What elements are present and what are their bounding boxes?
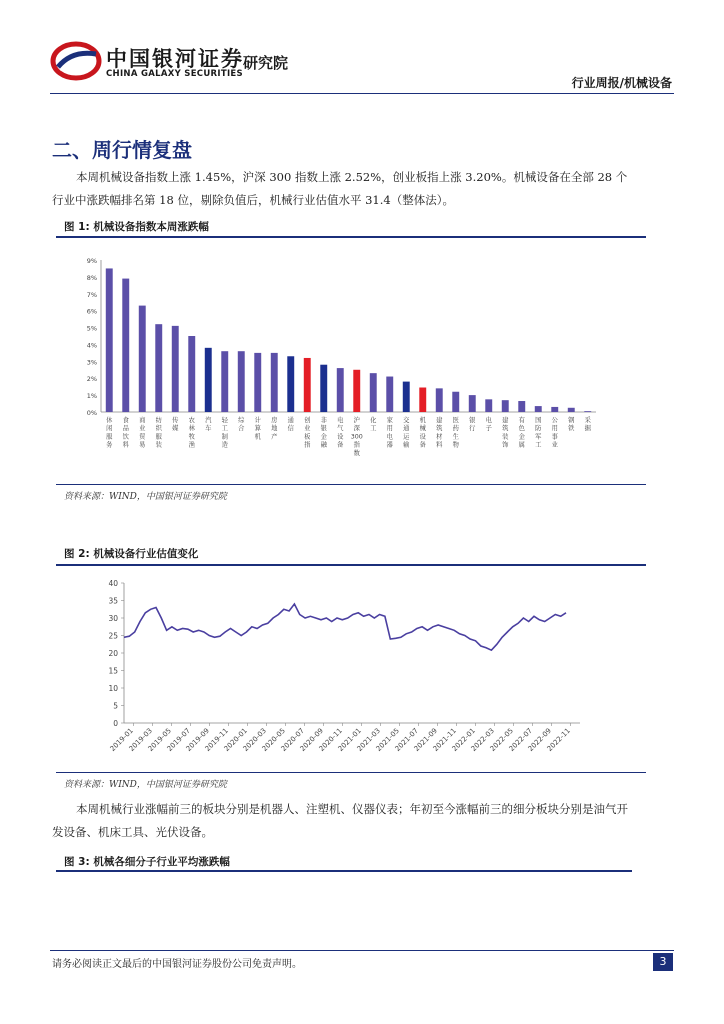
bar	[584, 411, 591, 412]
x-tick-label: 2022-05	[488, 726, 515, 754]
bar	[337, 368, 344, 412]
x-tick-label: 2020-07	[279, 726, 306, 754]
x-tick-label: 2022-03	[469, 726, 496, 754]
bar	[287, 356, 294, 412]
y-tick-label: 20	[108, 649, 118, 658]
figure2-line-chart	[56, 570, 646, 770]
x-tick-label: 2021-03	[355, 726, 382, 754]
bar	[535, 406, 542, 412]
x-tick-label: 2020-01	[222, 726, 249, 754]
x-tick-label: 建筑材料	[436, 417, 443, 449]
x-tick-label: 休闲服务	[106, 417, 113, 449]
x-tick-label: 轻工制造	[221, 417, 228, 449]
bar	[320, 365, 327, 412]
bar	[188, 336, 195, 412]
x-tick-label: 2019-05	[146, 726, 173, 754]
x-tick-label: 家用电器	[386, 417, 393, 449]
bar	[122, 279, 129, 412]
brand-name-en: CHINA GALAXY SECURITIES	[106, 69, 243, 79]
x-tick-label: 2020-11	[317, 726, 344, 754]
y-tick-label: 0%	[86, 409, 97, 417]
y-tick-label: 6%	[86, 307, 97, 316]
x-tick-label: 2021-09	[412, 726, 439, 754]
bar	[370, 373, 377, 412]
x-tick-label: 2020-09	[298, 726, 325, 754]
x-tick-label: 计算机	[254, 417, 261, 441]
x-tick-label: 2022-09	[526, 726, 553, 754]
x-tick-label: 钢铁	[568, 417, 575, 433]
y-tick-label: 40	[108, 579, 118, 588]
x-tick-label: 2022-01	[450, 726, 477, 754]
brand-subtitle: 研究院	[243, 54, 289, 72]
y-tick-label: 15	[108, 666, 118, 676]
x-tick-label: 交通运输	[403, 417, 410, 449]
figure1-bar-chart	[56, 244, 646, 476]
footer-disclaimer: 请务必阅读正文最后的中国银河证券股份公司免责声明。	[52, 959, 302, 970]
x-tick-label: 2019-09	[184, 726, 211, 754]
figure2-source: 资料来源：WIND，中国银河证券研究院	[64, 780, 227, 790]
bar	[353, 370, 360, 412]
figure2-bottom-rule	[56, 772, 646, 773]
x-tick-label: 食品饮料	[122, 417, 129, 449]
x-tick-label: 2019-11	[203, 726, 230, 754]
x-tick-label: 通信	[287, 417, 294, 433]
x-tick-label: 电子	[485, 417, 492, 433]
x-tick-label: 非银金融	[320, 417, 327, 449]
x-tick-label: 农林牧渔	[188, 417, 195, 449]
x-tick-label: 2021-05	[374, 726, 401, 754]
bar	[238, 351, 245, 412]
bar	[106, 268, 113, 412]
bar	[403, 382, 410, 412]
figure2-top-rule	[56, 564, 646, 566]
x-tick-label: 国防军工	[535, 417, 542, 449]
x-tick-label: 2021-11	[431, 726, 458, 754]
y-tick-label: 30	[108, 614, 118, 623]
y-tick-label: 5%	[86, 324, 97, 333]
y-tick-label: 1%	[86, 392, 97, 401]
x-tick-label: 房地产	[271, 417, 278, 441]
report-type: 行业周报/机械设备	[571, 76, 672, 90]
x-tick-label: 2021-01	[336, 726, 363, 754]
paragraph-subsector-summary: 本周机械行业涨幅前三的板块分别是机器人、注塑机、仪器仪表；年初至今涨幅前三的细分板块分别是油气开发设备、机床工具、光伏设备。	[52, 802, 628, 839]
page-number: 3	[653, 953, 673, 971]
bar	[518, 401, 525, 412]
brand-name-cn: 中国银河证券	[106, 47, 244, 71]
bar	[452, 392, 459, 412]
paragraph-weekly-summary: 本周机械设备指数上涨 1.45%，沪深 300 指数上涨 2.52%，创业板指上涨 3.20%。机械设备在全部 28 个行业中涨跌幅排名第 18 位，剔除负值后，机械行业估值水平 31.4（整体法）。	[52, 170, 628, 207]
x-tick-label: 2020-03	[241, 726, 268, 754]
bar	[304, 358, 311, 412]
y-tick-label: 9%	[86, 257, 97, 265]
valuation-line	[124, 604, 566, 650]
x-tick-label: 采掘	[584, 417, 591, 433]
bar	[155, 324, 162, 412]
x-tick-label: 化工	[370, 417, 377, 433]
x-tick-label: 传媒	[172, 417, 179, 433]
figure1-bottom-rule	[56, 484, 646, 485]
x-tick-label: 电气设备	[337, 417, 344, 449]
bar	[221, 351, 228, 412]
footer-divider	[50, 950, 674, 951]
y-tick-label: 8%	[86, 273, 97, 282]
section-title: 二、周行情复盘	[52, 138, 192, 162]
bar	[419, 388, 426, 412]
x-tick-label: 2019-01	[108, 726, 135, 754]
x-tick-label: 汽车	[205, 417, 212, 433]
y-tick-label: 10	[108, 684, 118, 693]
figure2-title: 图 2: 机械设备行业估值变化	[64, 548, 199, 560]
x-tick-label: 综合	[238, 417, 245, 433]
y-tick-label: 2%	[86, 375, 97, 384]
y-tick-label: 25	[108, 631, 118, 641]
figure3-title: 图 3: 机械各细分子行业平均涨跌幅	[64, 856, 230, 868]
galaxy-logo-icon	[50, 40, 102, 82]
x-tick-label: 纺织服装	[155, 417, 162, 449]
y-tick-label: 35	[108, 596, 118, 606]
x-tick-label: 2022-07	[507, 726, 534, 754]
x-tick-label: 机械设备	[419, 417, 426, 449]
x-tick-label: 2019-07	[165, 726, 192, 754]
x-tick-label: 建筑装饰	[502, 417, 509, 449]
y-tick-label: 7%	[86, 290, 97, 299]
x-tick-label: 银行	[469, 417, 476, 433]
header-divider	[50, 93, 674, 94]
y-tick-label: 5	[113, 701, 118, 711]
bar	[139, 306, 146, 412]
bar	[502, 400, 509, 412]
x-tick-label: 沪深 300 指数	[350, 417, 363, 457]
bar	[568, 408, 575, 412]
x-tick-label: 2019-03	[127, 726, 154, 754]
x-tick-label: 创业板指	[304, 417, 311, 449]
x-tick-label: 商业贸易	[139, 417, 146, 449]
x-tick-label: 医药生物	[452, 417, 459, 449]
bar	[485, 399, 492, 412]
bar	[254, 353, 261, 412]
x-tick-label: 2022-11	[545, 726, 572, 754]
bar	[271, 353, 278, 412]
figure3-top-rule	[56, 870, 632, 872]
bar	[205, 348, 212, 412]
bar	[172, 326, 179, 412]
bar	[551, 407, 558, 412]
figure1-source: 资料来源：WIND，中国银河证券研究院	[64, 492, 227, 502]
x-tick-label: 公用事业	[551, 417, 558, 449]
x-tick-label: 2020-05	[260, 726, 287, 754]
y-tick-label: 0	[113, 719, 118, 728]
bar	[436, 388, 443, 412]
x-tick-label: 2021-07	[393, 726, 420, 754]
figure1-title: 图 1: 机械设备指数本周涨跌幅	[64, 221, 209, 233]
y-tick-label: 4%	[86, 341, 97, 350]
y-tick-label: 3%	[86, 358, 97, 367]
bar	[386, 377, 393, 412]
bar	[469, 395, 476, 412]
x-tick-label: 有色金属	[518, 417, 525, 449]
figure1-top-rule	[56, 236, 646, 238]
